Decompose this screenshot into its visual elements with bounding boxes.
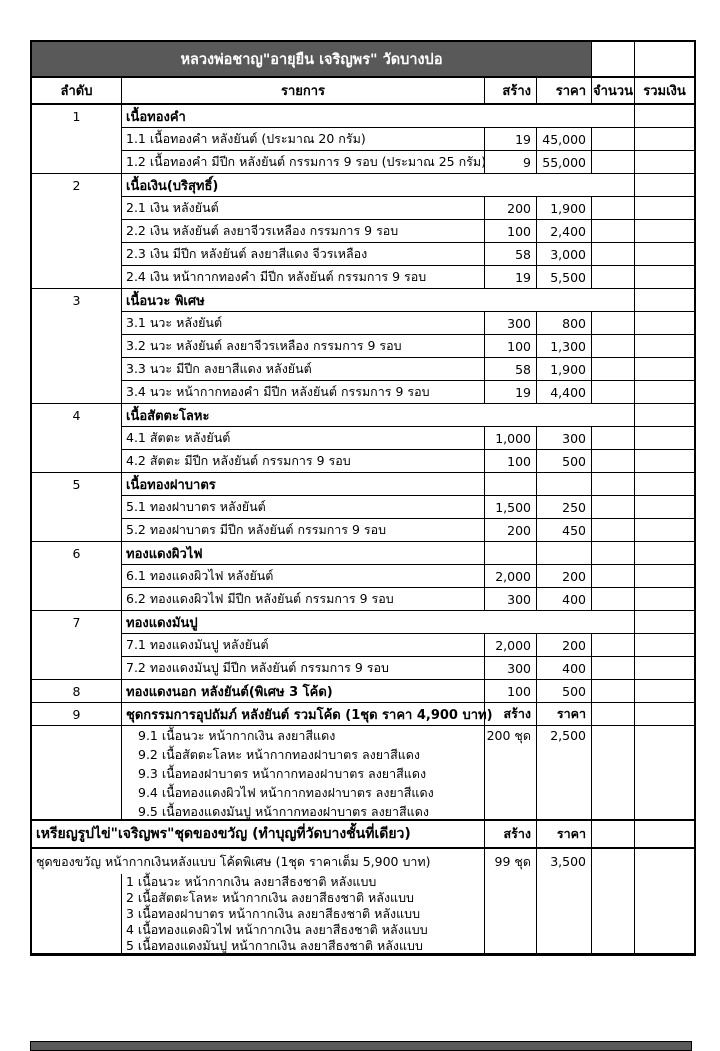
price-value: 500 <box>537 680 592 703</box>
total-cell <box>635 174 694 197</box>
made-count: 300 <box>485 657 537 680</box>
price-value: 200 <box>537 634 592 657</box>
item-line: 1 เนื้อนวะ หน้ากากเงิน ลงยาสีธงชาติ หลังแบบ <box>126 874 377 889</box>
made-count: สร้าง <box>485 821 537 849</box>
section-name: ทองแดงมันปู <box>122 611 635 634</box>
col-header-no: ลำดับ <box>32 78 122 105</box>
price-value: 1,900 <box>537 358 592 381</box>
price-value: 400 <box>537 657 592 680</box>
price-value: 300 <box>537 427 592 450</box>
table-row <box>32 703 694 726</box>
price-value: 250 <box>537 496 592 519</box>
col-header-qty: จำนวน <box>592 78 635 105</box>
order-no-empty <box>32 266 122 289</box>
next-section-header-bar-partial <box>30 1041 692 1051</box>
table-row <box>32 565 694 588</box>
order-no-empty <box>32 243 122 266</box>
total-cell <box>635 821 694 849</box>
order-no-empty <box>32 220 122 243</box>
qty-cell <box>592 874 635 954</box>
qty-cell <box>592 243 635 266</box>
qty-cell <box>592 703 635 726</box>
order-no-empty <box>32 588 122 611</box>
item-label: 4.1 สัตตะ หลังยันต์ <box>122 427 485 450</box>
price-value: 500 <box>537 450 592 473</box>
order-no-empty <box>32 657 122 680</box>
total-cell <box>635 243 694 266</box>
table-row <box>32 611 694 634</box>
row-title: เหรียญรูปไข่"เจริญพร"ชุดของขวัญ (ทำบุญที่วัดบางชั้นที่เดียว) <box>32 821 485 849</box>
made-count: 100 <box>485 335 537 358</box>
title-row <box>32 42 694 78</box>
item-label: 2.2 เงิน หลังยันต์ ลงยาจีวรเหลือง กรรมการ 9 รอบ <box>122 220 485 243</box>
made-count: 58 <box>485 243 537 266</box>
table-row <box>32 874 694 954</box>
qty-cell <box>592 821 635 849</box>
total-cell <box>635 588 694 611</box>
total-cell <box>635 680 694 703</box>
made-count: 99 ชุด <box>485 849 537 874</box>
item-label: 3.1 นวะ หลังยันต์ <box>122 312 485 335</box>
item-label: 3.2 นวะ หลังยันต์ ลงยาจีวรเหลือง กรรมการ 9 รอบ <box>122 335 485 358</box>
order-no-empty <box>32 634 122 657</box>
order-no-empty <box>32 565 122 588</box>
table-row <box>32 312 694 335</box>
table-row <box>32 266 694 289</box>
col-header-price: ราคา <box>537 78 592 105</box>
col-header-item: รายการ <box>122 78 485 105</box>
total-cell <box>635 634 694 657</box>
total-cell <box>635 849 694 874</box>
order-no-empty <box>32 335 122 358</box>
table-row <box>32 243 694 266</box>
qty-cell <box>592 358 635 381</box>
item-label: 5.2 ทองฝาบาตร มีปีก หลังยันต์ กรรมการ 9 รอบ <box>122 519 485 542</box>
table-row <box>32 588 694 611</box>
item-label: ชุดกรรมการอุปถัมภ์ หลังยันต์ รวมโค้ด (1ชุด ราคา 4,900 บาท) <box>122 703 485 726</box>
table-row <box>32 657 694 680</box>
price-value: 200 <box>537 565 592 588</box>
table-row <box>32 542 694 565</box>
made-count: 2,000 <box>485 565 537 588</box>
made-count: 1,000 <box>485 427 537 450</box>
table-row <box>32 220 694 243</box>
price-value <box>537 473 592 496</box>
table-row <box>32 473 694 496</box>
total-cell <box>635 473 694 496</box>
table-row <box>32 358 694 381</box>
order-no: 4 <box>32 404 122 427</box>
qty-cell <box>592 588 635 611</box>
item-label: 1.2 เนื้อทองคำ มีปีก หลังยันต์ กรรมการ 9 รอบ (ประมาณ 25 กรัม) <box>122 151 485 174</box>
qty-cell <box>592 657 635 680</box>
total-cell <box>635 703 694 726</box>
made-count: 300 <box>485 312 537 335</box>
table-row <box>32 105 694 128</box>
made-count: 100 <box>485 450 537 473</box>
item-line: 9.3 เนื้อทองฝาบาตร หน้ากากทองฝาบาตร ลงยาสีแดง <box>138 766 427 781</box>
qty-cell <box>592 427 635 450</box>
made-count: 19 <box>485 381 537 404</box>
item-label: 1.1 เนื้อทองคำ หลังยันต์ (ประมาณ 20 กรัม) <box>122 128 485 151</box>
table-row <box>32 404 694 427</box>
item-lines <box>122 726 485 821</box>
price-value <box>537 874 592 954</box>
made-count <box>485 473 537 496</box>
section-name: เนื้อเงิน(บริสุทธิ์) <box>122 174 635 197</box>
qty-cell <box>592 312 635 335</box>
order-no-empty <box>32 496 122 519</box>
table-row <box>32 174 694 197</box>
made-count: 200 <box>485 519 537 542</box>
price-value: 2,400 <box>537 220 592 243</box>
made-count: 1,500 <box>485 496 537 519</box>
item-label: 2.4 เงิน หน้ากากทองคำ มีปีก หลังยันต์ กรรมการ 9 รอบ <box>122 266 485 289</box>
price-value: 1,300 <box>537 335 592 358</box>
price-value: ราคา <box>537 821 592 849</box>
item-label: 2.3 เงิน มีปีก หลังยันต์ ลงยาสีแดง จีวรเหลือง <box>122 243 485 266</box>
col-header-total: รวมเงิน <box>635 78 694 105</box>
order-no-empty <box>32 358 122 381</box>
col-header-made: สร้าง <box>485 78 537 105</box>
order-no-empty <box>32 151 122 174</box>
item-line: 5 เนื้อทองแดงมันปู หน้ากากเงิน ลงยาสีธงชาติ หลังแบบ <box>126 938 423 953</box>
price-value: 5,500 <box>537 266 592 289</box>
qty-cell <box>592 220 635 243</box>
qty-cell <box>592 128 635 151</box>
qty-cell <box>592 542 635 565</box>
qty-cell <box>592 197 635 220</box>
price-value: 1,900 <box>537 197 592 220</box>
item-line: 2 เนื้อสัตตะโลหะ หน้ากากเงิน ลงยาสีธงชาติ หลังแบบ <box>126 890 414 905</box>
column-header-row <box>32 78 694 105</box>
made-count: 19 <box>485 266 537 289</box>
order-no: 9 <box>32 703 122 726</box>
table-row <box>32 849 694 874</box>
total-cell <box>635 874 694 954</box>
total-cell <box>635 381 694 404</box>
total-cell <box>635 289 694 312</box>
table-row <box>32 335 694 358</box>
total-cell <box>635 266 694 289</box>
item-label: 3.3 นวะ มีปีก ลงยาสีแดง หลังยันต์ <box>122 358 485 381</box>
item-label: 7.1 ทองแดงมันปู หลังยันต์ <box>122 634 485 657</box>
order-no-empty <box>32 519 122 542</box>
qty-cell <box>592 266 635 289</box>
item-line: 3 เนื้อทองฝาบาตร หน้ากากเงิน ลงยาสีธงชาติ หลังแบบ <box>126 906 421 921</box>
made-count: 19 <box>485 128 537 151</box>
table-row <box>32 496 694 519</box>
table-row <box>32 197 694 220</box>
total-cell <box>635 335 694 358</box>
section-name: เนื้อทองคำ <box>122 105 635 128</box>
item-label: 6.2 ทองแดงผิวไฟ มีปีก หลังยันต์ กรรมการ 9 รอบ <box>122 588 485 611</box>
item-label: 3.4 นวะ หน้ากากทองคำ มีปีก หลังยันต์ กรรมการ 9 รอบ <box>122 381 485 404</box>
total-cell <box>635 404 694 427</box>
total-cell <box>635 220 694 243</box>
order-no: 5 <box>32 473 122 496</box>
qty-cell <box>592 849 635 874</box>
made-count: 100 <box>485 680 537 703</box>
total-cell <box>635 105 694 128</box>
price-value: 55,000 <box>537 151 592 174</box>
order-no-empty <box>32 128 122 151</box>
total-cell <box>635 657 694 680</box>
order-no: 1 <box>32 105 122 128</box>
item-label: เนื้อทองฝาบาตร <box>122 473 485 496</box>
item-label: 5.1 ทองฝาบาตร หลังยันต์ <box>122 496 485 519</box>
made-count <box>485 874 537 954</box>
price-value: 800 <box>537 312 592 335</box>
order-no: 8 <box>32 680 122 703</box>
made-count: 300 <box>485 588 537 611</box>
total-cell <box>635 151 694 174</box>
title-total-cell <box>635 42 694 78</box>
title-qty-cell <box>592 42 635 78</box>
price-value <box>537 542 592 565</box>
price-value: 45,000 <box>537 128 592 151</box>
item-label: ทองแดงผิวไฟ <box>122 542 485 565</box>
order-no: 6 <box>32 542 122 565</box>
table-row <box>32 289 694 312</box>
total-cell <box>635 565 694 588</box>
price-value: 4,400 <box>537 381 592 404</box>
price-value: ราคา <box>537 703 592 726</box>
item-label: 2.1 เงิน หลังยันต์ <box>122 197 485 220</box>
total-cell <box>635 726 694 821</box>
total-cell <box>635 450 694 473</box>
price-value: 2,500 <box>537 726 592 821</box>
total-cell <box>635 496 694 519</box>
item-label: 6.1 ทองแดงผิวไฟ หลังยันต์ <box>122 565 485 588</box>
qty-cell <box>592 565 635 588</box>
qty-cell <box>592 450 635 473</box>
qty-cell <box>592 680 635 703</box>
total-cell <box>635 197 694 220</box>
order-no: 7 <box>32 611 122 634</box>
total-cell <box>635 519 694 542</box>
qty-cell <box>592 151 635 174</box>
table-row <box>32 381 694 404</box>
price-value: 3,500 <box>537 849 592 874</box>
table-row <box>32 427 694 450</box>
price-value: 3,000 <box>537 243 592 266</box>
table-row <box>32 128 694 151</box>
item-label: ทองแดงนอก หลังยันต์(พิเศษ 3 โค้ด) <box>122 680 485 703</box>
made-count: 58 <box>485 358 537 381</box>
item-line: 4 เนื้อทองแดงผิวไฟ หน้ากากเงิน ลงยาสีธงชาติ หลังแบบ <box>126 922 428 937</box>
section-name: เนื้อสัตตะโลหะ <box>122 404 635 427</box>
total-cell <box>635 542 694 565</box>
made-count: 200 <box>485 197 537 220</box>
table-row <box>32 726 694 821</box>
total-cell <box>635 427 694 450</box>
made-count: สร้าง <box>485 703 537 726</box>
price-value: 400 <box>537 588 592 611</box>
total-cell <box>635 611 694 634</box>
table-row <box>32 821 694 849</box>
made-count: 200 ชุด <box>485 726 537 821</box>
total-cell <box>635 312 694 335</box>
qty-cell <box>592 634 635 657</box>
order-no: 3 <box>32 289 122 312</box>
table-body <box>32 105 694 954</box>
row-title: ชุดของขวัญ หน้ากากเงินหลังแบบ โค้ดพิเศษ (1ชุด ราคาเต็ม 5,900 บาท) <box>32 849 485 874</box>
item-label: 4.2 สัตตะ มีปีก หลังยันต์ กรรมการ 9 รอบ <box>122 450 485 473</box>
document-title: หลวงพ่อชาญ"อายุยืน เจริญพร" วัดบางบ่อ <box>32 42 592 78</box>
table-row <box>32 519 694 542</box>
qty-cell <box>592 473 635 496</box>
item-line: 9.4 เนื้อทองแดงผิวไฟ หน้ากากทองฝาบาตร ลงยาสีแดง <box>138 785 434 800</box>
made-count <box>485 542 537 565</box>
qty-cell <box>592 496 635 519</box>
total-cell <box>635 358 694 381</box>
made-count: 9 <box>485 151 537 174</box>
item-line: 9.5 เนื้อทองแดงมันปู หน้ากากทองฝาบาตร ลงยาสีแดง <box>138 804 429 819</box>
table-row <box>32 634 694 657</box>
order-no-empty <box>32 726 122 821</box>
order-no-empty <box>32 427 122 450</box>
order-no: 2 <box>32 174 122 197</box>
item-line: 9.2 เนื้อสัตตะโลหะ หน้ากากทองฝาบาตร ลงยาสีแดง <box>138 747 420 762</box>
total-cell <box>635 128 694 151</box>
order-no-empty <box>32 381 122 404</box>
section-name: เนื้อนวะ พิเศษ <box>122 289 635 312</box>
qty-cell <box>592 381 635 404</box>
item-label: 7.2 ทองแดงมันปู มีปีก หลังยันต์ กรรมการ 9 รอบ <box>122 657 485 680</box>
made-count: 100 <box>485 220 537 243</box>
qty-cell <box>592 335 635 358</box>
item-lines <box>122 874 485 954</box>
order-no-empty <box>32 874 122 954</box>
order-no-empty <box>32 312 122 335</box>
order-no-empty <box>32 197 122 220</box>
table-row <box>32 680 694 703</box>
price-table <box>30 40 696 956</box>
order-no-empty <box>32 450 122 473</box>
qty-cell <box>592 726 635 821</box>
table-row <box>32 151 694 174</box>
table-row <box>32 450 694 473</box>
qty-cell <box>592 519 635 542</box>
price-value: 450 <box>537 519 592 542</box>
item-line: 9.1 เนื้อนวะ หน้ากากเงิน ลงยาสีแดง <box>138 728 336 743</box>
made-count: 2,000 <box>485 634 537 657</box>
